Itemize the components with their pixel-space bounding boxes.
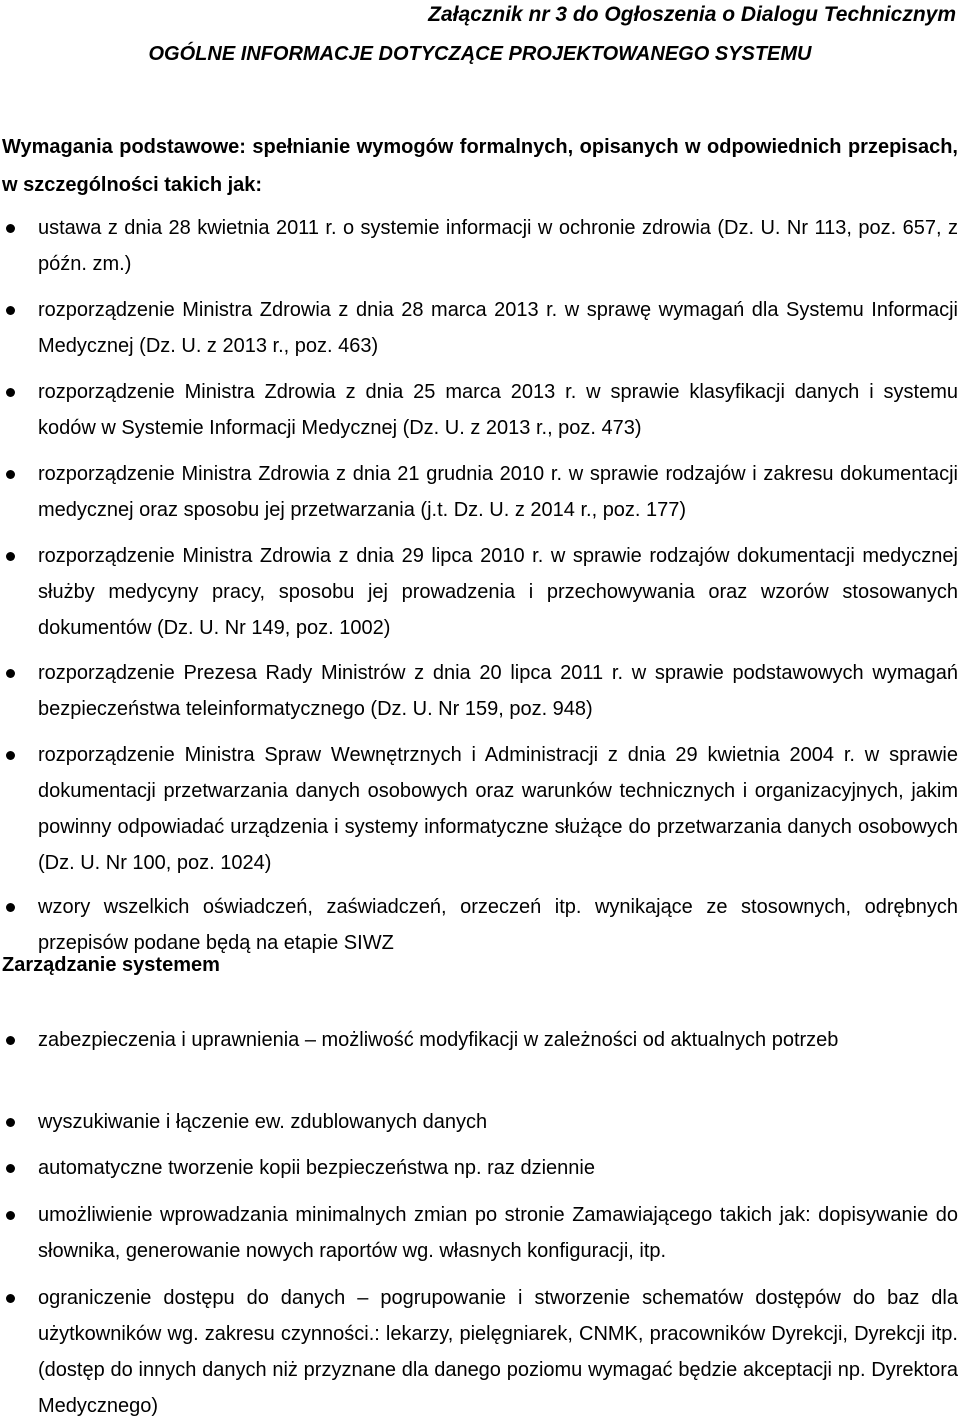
list-item xyxy=(0,292,960,374)
list-item-text: rozporządzenie Ministra Zdrowia z dnia 21 grudnia 2010 r. w sprawie rodzajów i zakresu dokumentacji medycznej oraz sposobu jej przetwarzania (j.t. Dz. U. z 2014 r., poz. 177) xyxy=(38,463,958,521)
list-item-text: rozporządzenie Ministra Spraw Wewnętrznych i Administracji z dnia 29 kwietnia 2004 r. w sprawie dokumentacji przetwarzania danych osobowych oraz warunków technicznych i organizacyjnych, jakim powinny odpowiadać urządzenia i systemy informatyczne służące do przetwarzania danych osobowych (Dz. U. Nr 100, poz. 1024) xyxy=(38,744,958,874)
list-item-text: rozporządzenie Ministra Zdrowia z dnia 29 lipca 2010 r. w sprawie rodzajów dokumentacji medycznej służby medycyny pracy, sposobu jej prowadzenia i przechowywania oraz wzorów stosowanych dokumentów (Dz. U. Nr 149, poz. 1002) xyxy=(38,545,958,639)
list-item-text: rozporządzenie Ministra Zdrowia z dnia 28 marca 2013 r. w sprawę wymagań dla Systemu Informacji Medycznej (Dz. U. z 2013 r., poz. 463) xyxy=(38,299,958,357)
list-item xyxy=(0,538,960,655)
bullet-icon xyxy=(6,1164,15,1173)
list-item-text: zabezpieczenia i uprawnienia – możliwość modyfikacji w zależności od aktualnych potrzeb xyxy=(38,1029,839,1051)
bullet-icon xyxy=(6,470,15,479)
list-item-text: ograniczenie dostępu do danych – pogrupowanie i stworzenie schematów dostępów do baz dla użytkowników wg. zakresu czynności.: lekarzy, pielęgniarek, CNMK, pracowników Dyrekcji, Dyrekcji itp. (dostęp do innych danych niż przyznane dla danego poziomu wymagać będzie akceptacji np. Dyrektora Medycznego) xyxy=(38,1287,958,1417)
list-item xyxy=(0,210,960,292)
bullet-icon xyxy=(6,669,15,678)
bullet-icon xyxy=(6,1036,15,1045)
list-item xyxy=(0,1150,960,1197)
requirements-intro: Wymagania podstawowe: spełnianie wymogów formalnych, opisanych w odpowiednich przepisach, w szczególności takich jak: xyxy=(2,136,958,196)
list-item xyxy=(0,374,960,456)
section-heading: Zarządzanie systemem xyxy=(2,954,220,976)
list-item-text: rozporządzenie Prezesa Rady Ministrów z dnia 20 lipca 2011 r. w sprawie podstawowych wymagań bezpieczeństwa teleinformatycznego (Dz. U. Nr 159, poz. 948) xyxy=(38,662,958,720)
bullet-icon xyxy=(6,552,15,561)
bullet-icon xyxy=(6,1294,15,1303)
bullet-icon xyxy=(6,224,15,233)
bullet-icon xyxy=(6,1211,15,1220)
bullet-icon xyxy=(6,306,15,315)
requirements-list xyxy=(0,210,960,971)
list-item-text: automatyczne tworzenie kopii bezpieczeństwa np. raz dziennie xyxy=(38,1157,595,1179)
list-item xyxy=(0,1280,960,1417)
bullet-icon xyxy=(6,388,15,397)
annex-label: Załącznik nr 3 do Ogłoszenia o Dialogu Technicznym xyxy=(428,3,956,26)
list-item-text: rozporządzenie Ministra Zdrowia z dnia 25 marca 2013 r. w sprawie klasyfikacji danych i systemu kodów w Systemie Informacji Medycznej (Dz. U. z 2013 r., poz. 473) xyxy=(38,381,958,439)
document-title: OGÓLNE INFORMACJE DOTYCZĄCE PROJEKTOWANEGO SYSTEMU xyxy=(148,43,812,65)
list-item xyxy=(0,655,960,737)
list-item xyxy=(0,456,960,538)
bullet-icon xyxy=(6,903,15,912)
list-item-text: wyszukiwanie i łączenie ew. zdublowanych danych xyxy=(38,1111,488,1133)
list-item xyxy=(0,1197,960,1280)
list-item xyxy=(0,737,960,889)
bullet-icon xyxy=(6,751,15,760)
list-item-text: umożliwienie wprowadzania minimalnych zmian po stronie Zamawiającego takich jak: dopisywanie do słownika, generowanie nowych raportów wg. własnych konfiguracji, itp. xyxy=(38,1204,958,1262)
list-item-text: ustawa z dnia 28 kwietnia 2011 r. o systemie informacji w ochronie zdrowia (Dz. U. Nr 113, poz. 657, z późn. zm.) xyxy=(38,217,958,275)
list-item xyxy=(0,1022,960,1104)
bullet-icon xyxy=(6,1118,15,1127)
management-list xyxy=(0,1022,960,1417)
list-item xyxy=(0,1104,960,1150)
list-item-text: wzory wszelkich oświadczeń, zaświadczeń, orzeczeń itp. wynikające ze stosownych, odrębnych przepisów podane będą na etapie SIWZ xyxy=(38,896,958,954)
